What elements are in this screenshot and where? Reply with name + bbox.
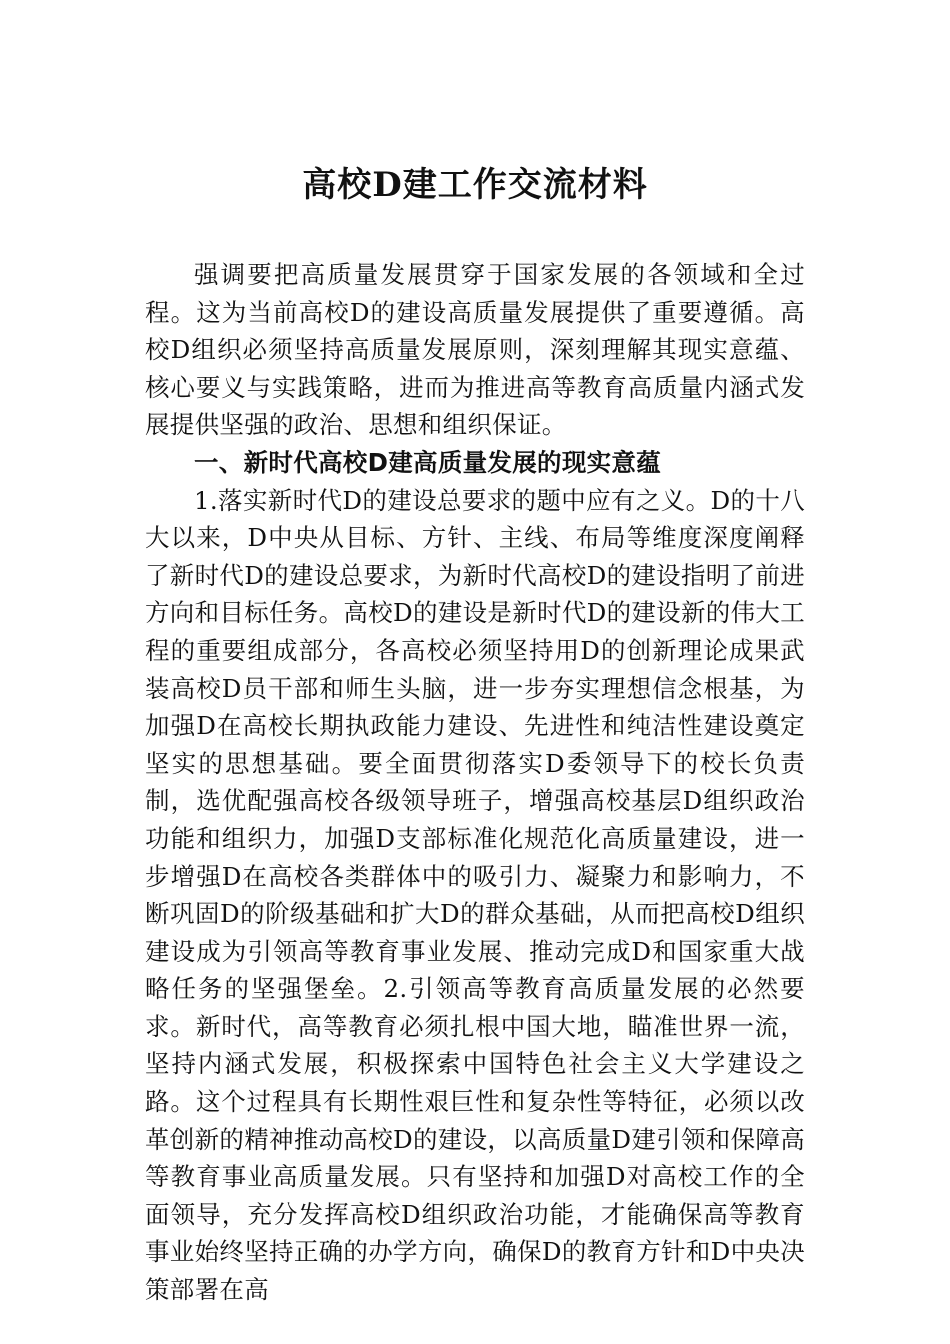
section-heading: 一、新时代高校D建高质量发展的现实意蕴 <box>194 447 662 477</box>
document-title: 高校D建工作交流材料 <box>302 165 648 205</box>
intro-paragraph: 强调要把高质量发展贯穿于国家发展的各领域和全过程。这为当前高校D的建设高质量发展提供了重要遵循。高校D组织必须坚持高质量发展原则，深刻理解其现实意蕴、核心要义与实践策略，进而为推进高等教育高质量内涵式发展提供坚强的政治、思想和组织保证。 <box>145 260 805 440</box>
document-body <box>145 256 805 1309</box>
section-paragraph: 1.落实新时代D的建设总要求的题中应有之义。D的十八大以来，D中央从目标、方针、主线、布局等维度深度阐释了新时代D的建设总要求，为新时代高校D的建设指明了前进方向和目标任务。高校D的建设是新时代D的建设新的伟大工程的重要组成部分，各高校必须坚持用D的创新理论成果武装高校D员干部和师生头脑，进一步夯实理想信念根基，为加强D在高校长期执政能力建设、先进性和纯洁性建设奠定坚实的思想基础。要全面贯彻落实D委领导下的校长负责制，选优配强高校各级领导班子，增强高校基层D组织政治功能和组织力，加强D支部标准化规范化高质量建设，进一步增强D在高校各类群体中的吸引力、凝聚力和影响力，不断巩固D的阶级基础和扩大D的群众基础，从而把高校D组织建设成为引领高等教育事业发展、推动完成D和国家重大战略任务的坚强堡垒。2.引领高等教育高质量发展的必然要求。新时代，高等教育必须扎根中国大地，瞄准世界一流，坚持内涵式发展，积极探索中国特色社会主义大学建设之路。这个过程具有长期性艰巨性和复杂性等特征，必须以改革创新的精神推动高校D的建设，以高质量D建引领和保障高等教育事业高质量发展。只有坚持和加强D对高校工作的全面领导，充分发挥高校D组织政治功能，才能确保高等教育事业始终坚持正确的办学方向，确保D的教育方针和D中央决策部署在高 <box>145 485 805 1305</box>
